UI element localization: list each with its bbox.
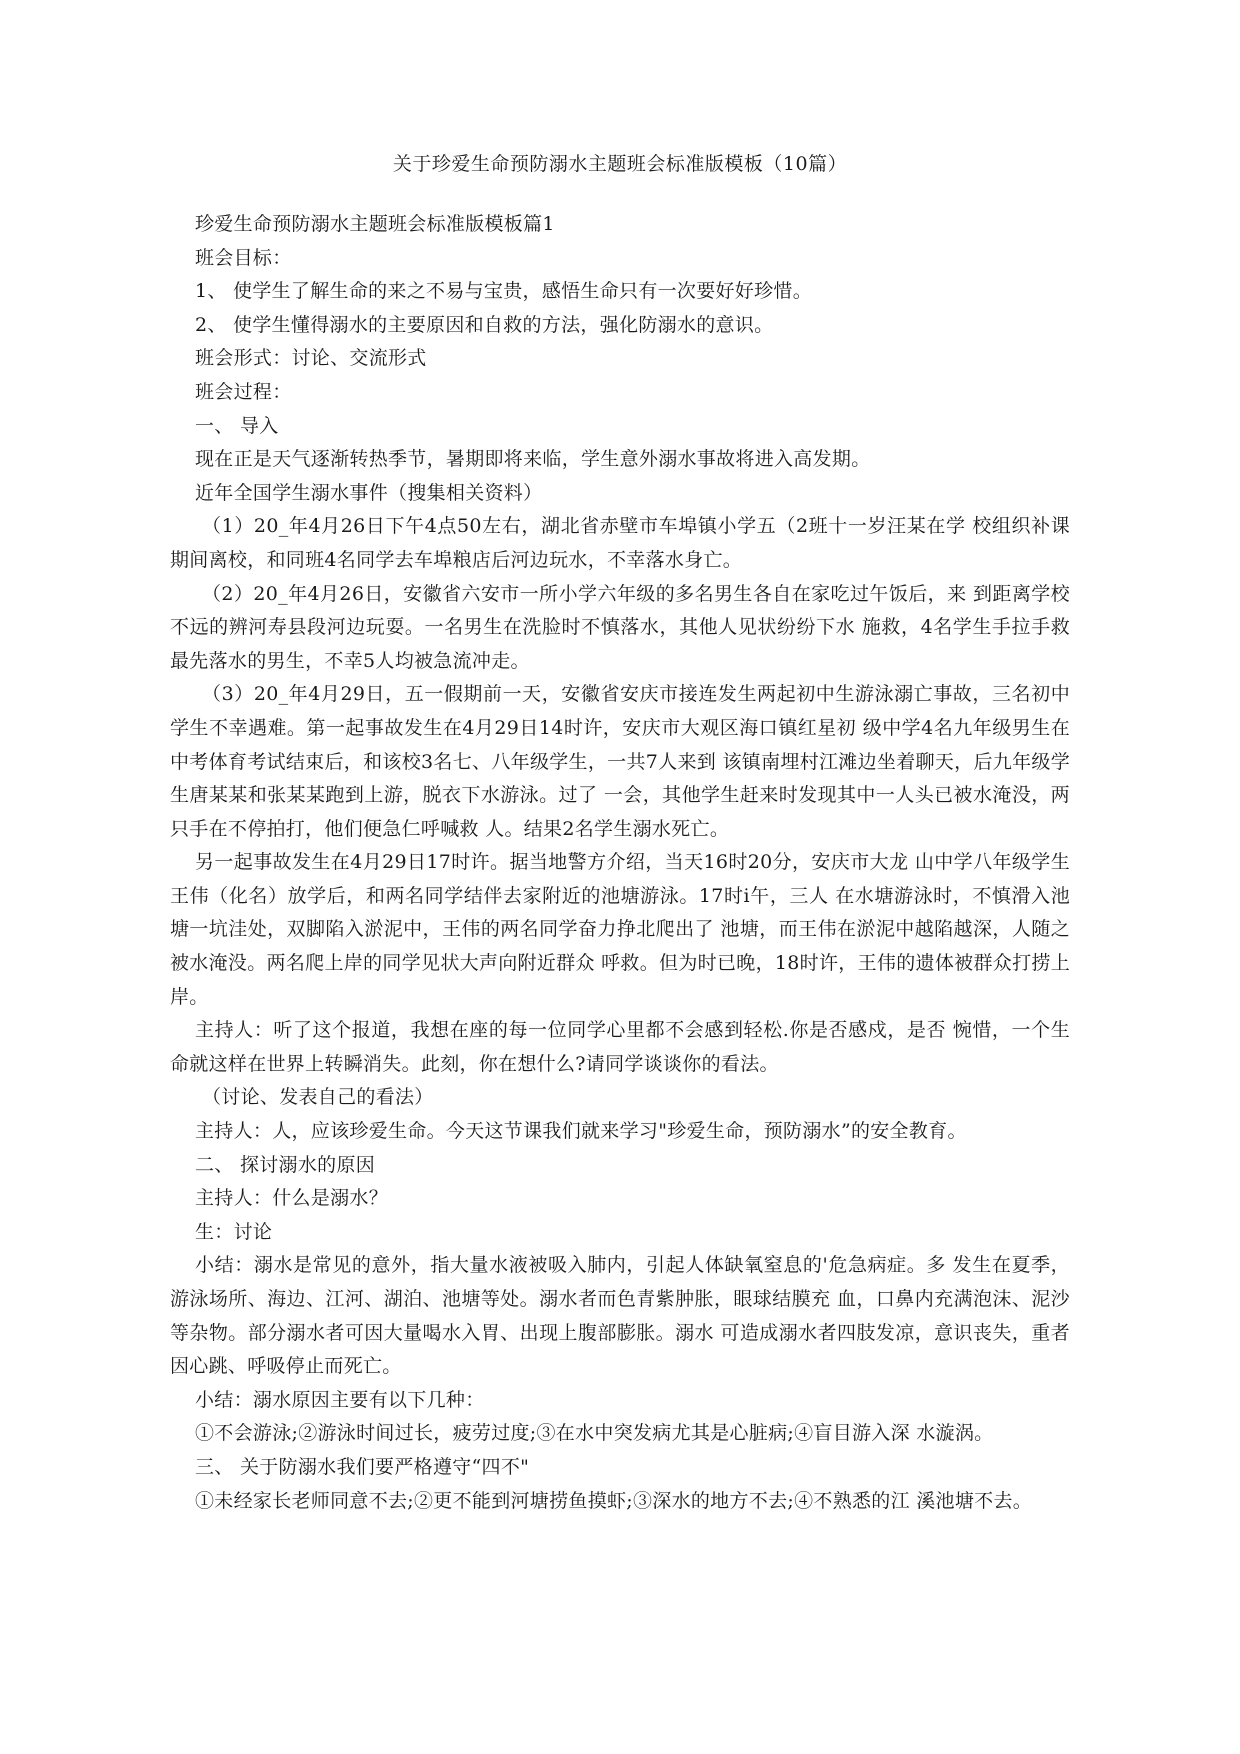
paragraph: （讨论、发表自己的看法） xyxy=(202,1086,434,1109)
section-heading: 珍爱生命预防溺水主题班会标准版模板篇1 xyxy=(195,213,555,235)
paragraph: 班会目标： xyxy=(195,246,292,269)
paragraph: （3）20_年4月29日，五一假期前一天，安徽省安庆市接连发生两起初中生游泳溺亡事故，三名初中学生不幸遇难。第一起事故发生在4月29日14时许，安庆市大观区海口镇红星初 级中学4名九年级男生在中考体育考试结束后，和该校3名七、八年级学生，一共7人来到 该镇南埋村江滩边坐着聊天，后九年级学生唐某某和张某某跑到上游，脱衣下水游泳。过了 一会，其他学生赶来时发现其中一人头已被水淹没，两只手在不停拍打，他们便急仁呼喊救 人。结果2名学生溺水死亡。 xyxy=(170,683,1070,840)
paragraph: 主持人：人，应该珍爱生命。今天这节课我们就来学习"珍爱生命，预防溺水”的安全教育。 xyxy=(195,1120,967,1143)
paragraph: 班会过程： xyxy=(195,380,292,403)
paragraph: ①不会游泳;②游泳时间过长，疲劳过度;③在水中突发病尤其是心脏病;④盲目游入深 水漩涡。 xyxy=(195,1422,994,1445)
list-item: 1、 使学生了解生命的来之不易与宝贵，感悟生命只有一次要好好珍惜。 xyxy=(195,280,813,303)
paragraph: （2）20_年4月26日，安徽省六安市一所小学六年级的多名男生各自在家吃过午饭后，来 到距离学校不远的辨河寿县段河边玩耍。一名男生在洗脸时不慎落水，其他人见状纷纷下水 施救，4名学生手拉手救最先落水的男生，不幸5人均被急流冲走。 xyxy=(170,582,1070,672)
paragraph: 现在正是天气逐渐转热季节，暑期即将来临，学生意外溺水事故将进入高发期。 xyxy=(195,448,871,471)
paragraph: 主持人：听了这个报道，我想在座的每一位同学心里都不会感到轻松.你是否感戍，是否 惋惜，一个生命就这样在世界上转瞬消失。此刻，你在想什么?请同学谈谈你的看法。 xyxy=(170,1019,1070,1075)
paragraph: 小结：溺水原因主要有以下几种： xyxy=(195,1388,485,1411)
paragraph: （1）20_年4月26日下午4点50左右，湖北省赤壁市车埠镇小学五（2班十一岁汪某在学 校组织补课期间离校，和同班4名同学去车埠粮店后河边玩水，不幸落水身亡。 xyxy=(170,515,1070,571)
paragraph: 主持人：什么是溺水？ xyxy=(195,1187,389,1210)
paragraph: 生：讨论 xyxy=(195,1220,273,1243)
document-body xyxy=(170,208,1070,1518)
paragraph: 班会形式：讨论、交流形式 xyxy=(195,347,427,370)
document-title: 关于珍爱生命预防溺水主题班会标准版模板（10篇） xyxy=(392,153,848,175)
subheading: 一、 导入 xyxy=(195,414,279,437)
paragraph: 另一起事故发生在4月29日17时许。据当地警方介绍，当天16时20分，安庆市大龙 山中学八年级学生王伟（化名）放学后，和两名同学结伴去家附近的池塘游泳。17时i午，三人 在水塘游泳时，不慎滑入池塘一坑洼处，双脚陷入淤泥中，王伟的两名同学奋力挣北爬出了 池塘，而王伟在淤泥中越陷越深，人随之被水淹没。两名爬上岸的同学见状大声向附近群众 呼救。但为时已晚，18时许，王伟的遗体被群众打捞上岸。 xyxy=(170,851,1070,1008)
subheading: 二、 探讨溺水的原因 xyxy=(195,1153,376,1176)
paragraph: ①未经家长老师同意不去;②更不能到河塘捞鱼摸虾;③深水的地方不去;④不熟悉的江 溪池塘不去。 xyxy=(195,1489,1033,1512)
list-item: 2、 使学生懂得溺水的主要原因和自救的方法，强化防溺水的意识。 xyxy=(195,313,774,336)
subheading: 三、 关于防溺水我们要严格遵守“四不" xyxy=(195,1455,530,1478)
paragraph: 近年全国学生溺水事件（搜集相关资料） xyxy=(195,481,543,504)
paragraph: 小结：溺水是常见的意外，指大量水液被吸入肺内，引起人体缺氧窒息的'危急病症。多 发生在夏季，游泳场所、海边、江河、湖泊、池塘等处。溺水者而色青紫肿胀，眼球结膜充 血，口鼻内充满泡沫、泥沙等杂物。部分溺水者可因大量喝水入胃、出现上腹部膨胀。溺水 可造成溺水者四肢发凉，意识丧失，重者因心跳、呼吸停止而死亡。 xyxy=(170,1254,1070,1378)
